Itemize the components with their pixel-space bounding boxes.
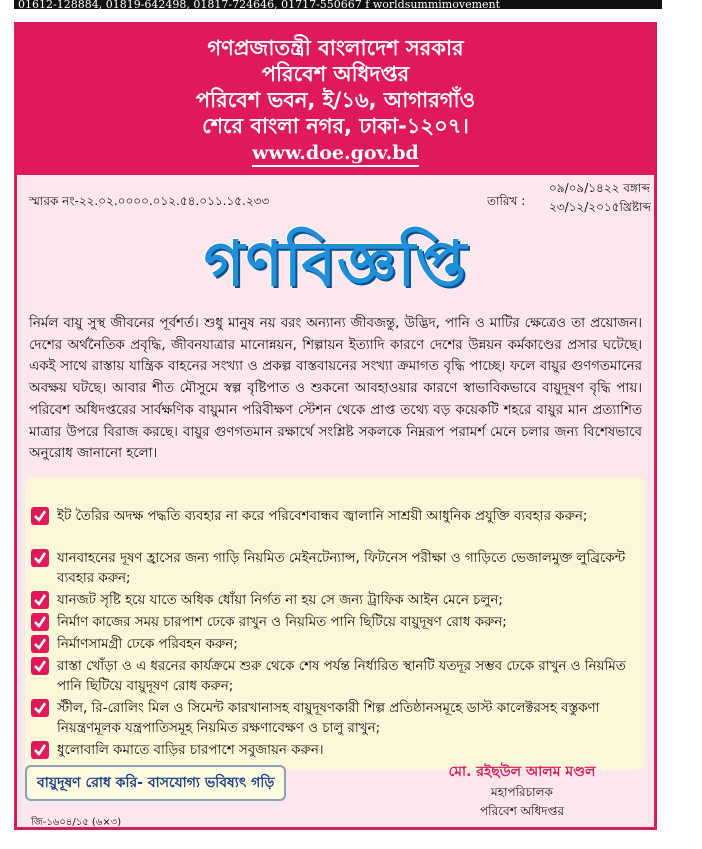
list-item-text: যানজট সৃষ্টি হয়ে যাতে অধিক ধোঁয়া নির্গত না হয় সে জন্য ট্রাফিক আইন মেনে চলুন;: [57, 593, 503, 608]
checkmark-icon: [31, 699, 49, 717]
memo-reference: স্মারক নং-২২.০২.০০০০.০১২.৫৪.০১১.১৫.২৩৩: [29, 194, 270, 208]
header-address-2: শেরে বাংলা নগর, ঢাকা-১২০৭।: [202, 114, 469, 138]
headline-text: গণবিজ্ঞপ্তি: [203, 227, 468, 300]
list-item-text: নির্মাণসামগ্রী ঢেকে পরিবহন করুন;: [57, 637, 238, 652]
headline-title: [17, 221, 654, 307]
date-english: ২৩/১২/২০১৫খ্রিষ্টাব্দ: [549, 200, 651, 214]
checkmark-icon: [31, 549, 49, 567]
checkmark-icon: [31, 507, 49, 525]
list-item-text: স্টীল, রি-রোলিং মিল ও সিমেন্ট কারখানাসহ বায়ুদূষণকারী শিল্প প্রতিষ্ঠানসমূহে ডাস্ট কালেক্টরসহ বস্তুকণা নিয়ন্ত্রণমূলক যন্ত্রপাতিসমূহ নিয়মিত রক্ষণাবেক্ষণ ও চালু রাখুন;: [57, 701, 600, 736]
list-item-text: নির্মাণ কাজের সময় চারপাশ ঢেকে রাখুন ও নিয়মিত পানি ছিটিয়ে বায়ুদূষণ রোধ করুন;: [57, 615, 507, 630]
header-website-link[interactable]: www.doe.gov.bd: [252, 141, 419, 167]
header-address-1: পরিবেশ ভবন, ই/১৬, আগারগাঁও: [195, 88, 476, 112]
advice-list: [25, 477, 645, 770]
list-item-text: ধুলোবালি কমাতে বাড়ির চারপাশে সবুজায়ন করুন।: [57, 743, 324, 758]
list-item-text: ইট তৈরির অদক্ষ পদ্ধতি ব্যবহার না করে পরিবেশবান্ধব জ্বালানি সাশ্রয়ী আধুনিক প্রযুক্তি ব্যবহার করুন;: [57, 509, 588, 524]
list-item-text: যানবাহনের দূষণ হ্রাসের জন্য গাড়ি নিয়মিত মেইনটেন্যান্স, ফিটনেস পরীক্ষা ও গাড়িতে ভেজালমুক্ত লুব্রিকেন্ট ব্যবহার করুন;: [57, 551, 626, 586]
slogan-box: বায়ুদূষণ রোধ করি- বাসযোগ্য ভবিষ্যৎ গড়ি: [25, 765, 286, 801]
notice-frame: [14, 22, 657, 830]
ad-code: জি-১৬০৪/১৫ (৬×৩): [31, 817, 122, 828]
signer-office: পরিবেশ অধিদপ্তর: [480, 804, 564, 818]
intro-paragraph: নির্মল বায়ু সুস্থ জীবনের পূর্বশর্ত। শুধু মানুষ নয় বরং অন্যান্য জীবজন্তু, উদ্ভিদ, পানি ও মাটির ক্ষেত্রেও তা প্রয়োজন। দেশের অর্থনৈতিক প্রবৃদ্ধি, জীবনযাত্রার মানোন্নয়ন, শিল্পায়ন ইত্যাদি কারণে দেশের উন্নয়ন কর্মকাণ্ডের প্রসার ঘটেছে। একই সাথে রাস্তায় যান্ত্রিক বাহনের সংখ্যা ও প্রকল্প বাস্তবায়নের সংখ্যা ক্রমাগত বৃদ্ধি পাচ্ছে। ফলে বায়ুর গুণগতমানের অবক্ষয় ঘটছে। আবার শীত মৌসুমে স্বল্প বৃষ্টিপাত ও শুকনো আবহাওয়ার কারণে স্বাভাবিকভাবে বায়ুদূষণ বৃদ্ধি পায়। পরিবেশ অধিদপ্তরের সার্বক্ষণিক বায়ুমান পরিবীক্ষণ স্টেশন থেকে প্রাপ্ত তথ্যে বড় কয়েকটি শহরে বায়ুর মান প্রত্যাশিত মাত্রার উপরে বিরাজ করছে। বায়ুর গুণগতমান রক্ষার্থে সংশ্লিষ্ট সকলকে নিম্নরূপ পরামর্শ মেনে চলার জন্য বিশেষভাবে অনুরোধ জানানো হলো।: [29, 316, 642, 462]
date-bangla: ০৯/০৯/১৪২২ বঙ্গাব্দ: [549, 181, 650, 195]
signer-name: মো. রইছউল আলম মণ্ডল: [448, 764, 596, 780]
top-contact-strip: 01612-128884, 01819-642498, 01817-724646, 01717-550667 f worldsummimovement: [14, 0, 662, 9]
signer-title: মহাপরিচালক: [491, 785, 553, 799]
checkmark-icon: [31, 657, 49, 675]
checkmark-icon: [31, 741, 49, 759]
header-government-name: গণপ্রজাতন্ত্রী বাংলাদেশ সরকার: [207, 36, 464, 60]
checkmark-icon: [31, 613, 49, 631]
checkmark-icon: [31, 591, 49, 609]
signature-block: [417, 761, 627, 821]
header-department: পরিবেশ অধিদপ্তর: [261, 62, 410, 86]
list-item-text: রাস্তা খোঁড়া ও এ ধরনের কার্যক্রমে শুরু থেকে শেষ পর্যন্ত নির্ধারিত স্থানটি যতদূর সম্ভব ঢেকে রাখুন ও নিয়মিত পানি ছিটিয়ে বায়ুদূষণ রোধ করুন;: [57, 659, 626, 694]
government-header: [17, 25, 654, 175]
checkmark-icon: [31, 635, 49, 653]
date-label: তারিখ :: [487, 194, 526, 208]
